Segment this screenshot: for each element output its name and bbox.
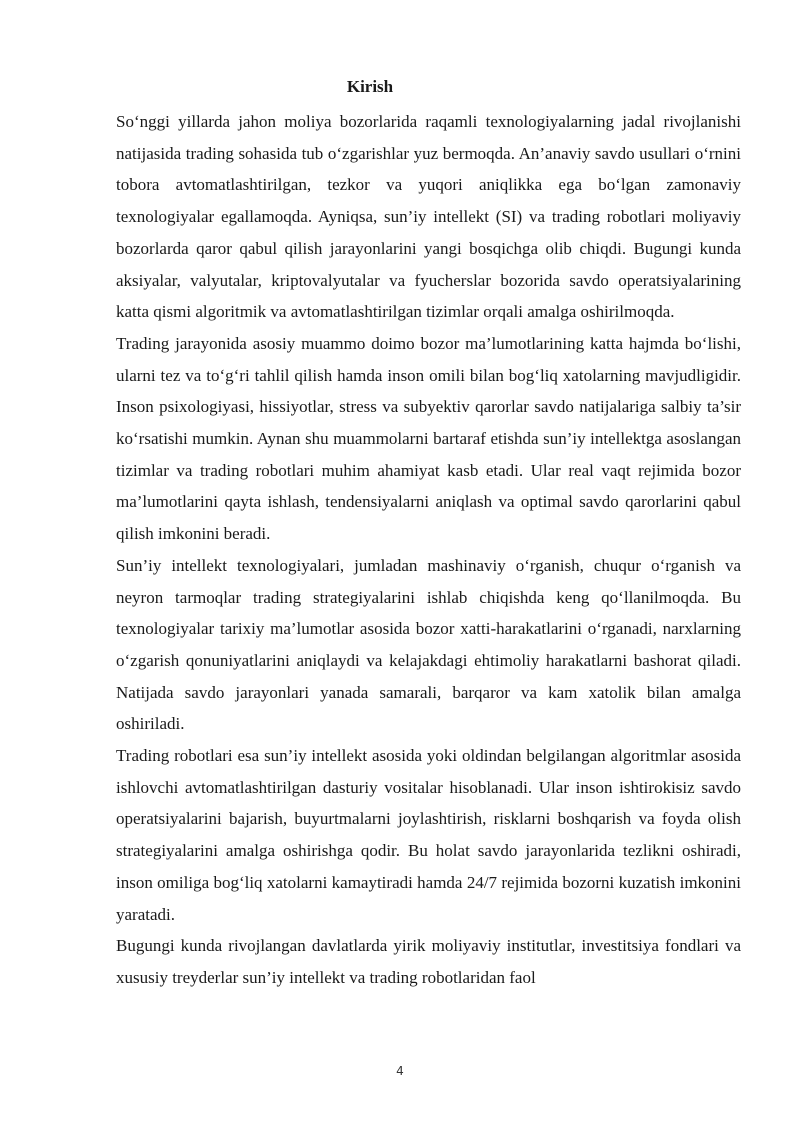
section-heading: Kirish [346,77,394,96]
paragraph-5: Bugungi kunda rivojlangan davlatlarda yirik moliyaviy institutlar, investitsiya fondlari va xususiy treyderlar sun’iy intellekt va trading robotlaridan faol [116,936,741,987]
paragraph-3: Sun’iy intellekt texnologiyalari, jumladan mashinaviy o‘rganish, chuqur o‘rganish va neyron tarmoqlar trading strategiyalarini ishlab chiqishda keng qo‘llanilmoqda. Bu texnologiyalar tarixiy ma’lumotlar asosida bozor xatti-harakatlarini o‘rganadi, narxlarning o‘zgarish qonuniyatlarini aniqlaydi va kelajakdagi ehtimoliy harakatlarni bashorat qiladi. Natijada savdo jarayonlari yanada samarali, barqaror va kam xatolik bilan amalga oshiriladi. [116,555,741,734]
page-number: 4 [396,1064,404,1078]
paragraph-4: Trading robotlari esa sun’iy intellekt asosida yoki oldindan belgilangan algoritmlar asosida ishlovchi avtomatlashtirilgan dasturiy vositalar hisoblanadi. Ular inson ishtirokisiz savdo operatsiyalarini bajarish, buyurtmalarni joylashtirish, risklarni boshqarish va foyda olish strategiyalarini amalga oshirishga qodir. Bu holat savdo jarayonlarida tezlikni oshiradi, inson omiliga bog‘liq xatolarni kamaytiradi hamda 24/7 rejimida bozorni kuzatish imkonini yaratadi. [116,746,741,924]
paragraph-2: Trading jarayonida asosiy muammo doimo bozor ma’lumotlarining katta hajmda bo‘lishi, ularni tez va to‘g‘ri tahlil qilish hamda inson omili bilan bog‘liq xatolarning mavjudligidir. Inson psixologiyasi, hissiyotlar, stress va subyektiv qarorlar savdo natijalariga salbiy ta’sir ko‘rsatishi mumkin. Aynan shu muammolarni bartaraf etishda sun’iy intellektga asoslangan tizimlar va trading robotlari muhim ahamiyat kasb etadi. Ular real vaqt rejimida bozor ma’lumotlarini qayta ishlash, tendensiyalarni aniqlash va optimal savdo qarorlarini qabul qilish imkonini beradi. [116,333,741,544]
paragraph-1: So‘nggi yillarda jahon moliya bozorlarida raqamli texnologiyalarning jadal rivojlanishi natijasida trading sohasida tub o‘zgarishlar yuz bermoqda. An’anaviy savdo usullari o‘rnini tobora avtomatlashtirilgan, tezkor va yuqori aniqlikka ega bo‘lgan zamonaviy texnologiyalar egallamoqda. Ayniqsa, sun’iy intellekt (SI) va trading robotlari moliyaviy bozorlarda qaror qabul qilish jarayonlarini yangi bosqichga olib chiqdi. Bugungi kunda aksiyalar, valyutalar, kriptovalyutalar va fyucherslar bozorida savdo operatsiyalarining katta qismi algoritmik va avtomatlashtirilgan tizimlar orqali amalga oshirilmoqda. [116,112,741,322]
body-text [116,106,741,994]
